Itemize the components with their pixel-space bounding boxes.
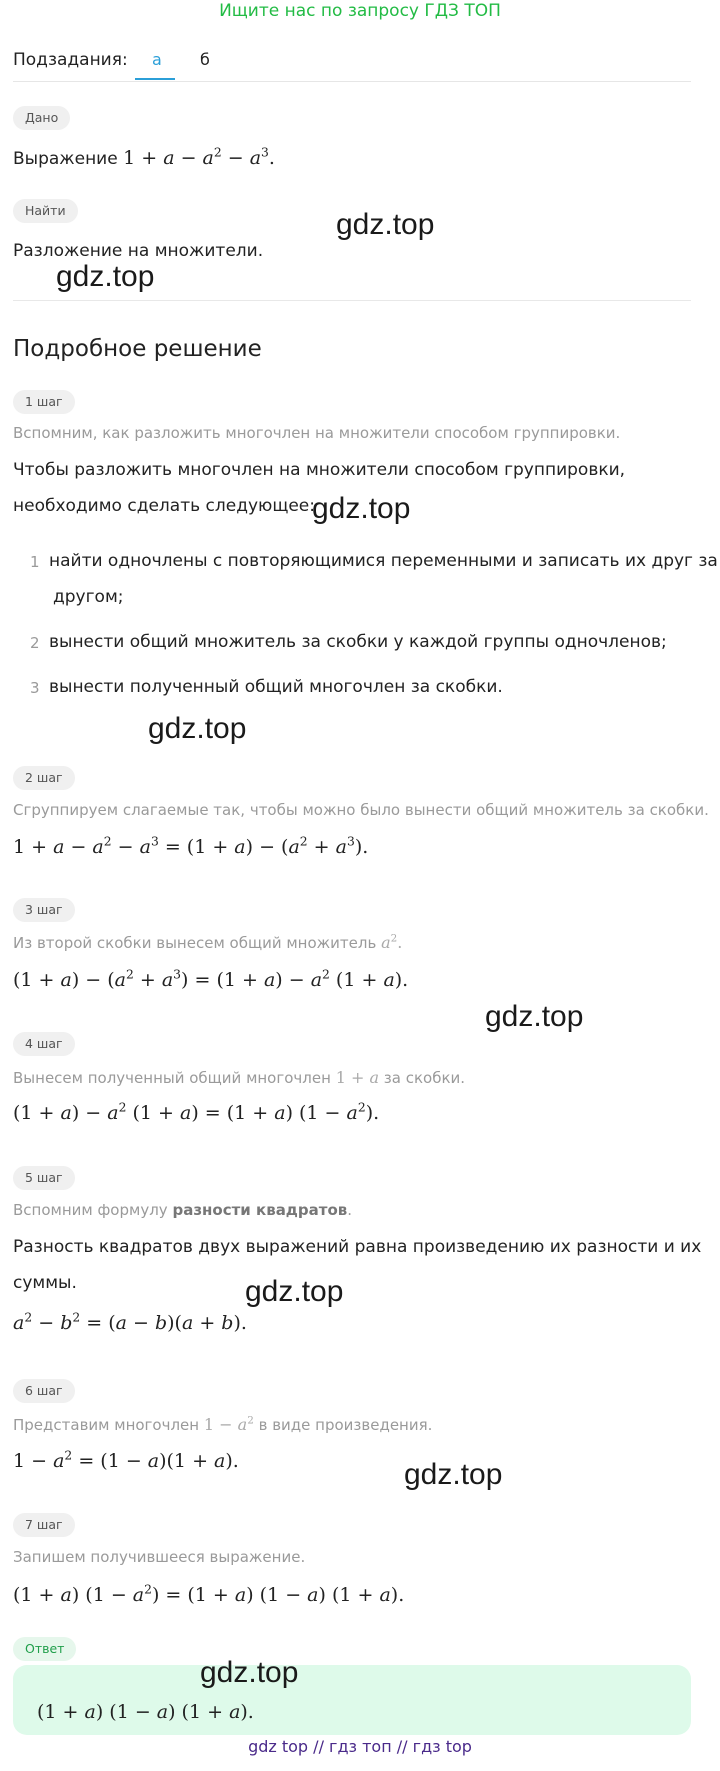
- footer-link[interactable]: gdz top: [248, 1737, 309, 1756]
- given-line: [13, 146, 275, 170]
- divider: [13, 300, 691, 301]
- step-6-formula: $1 - a^2 = (1 - a)(1 + a)$.: [13, 1448, 239, 1472]
- step-2-badge: 2 шаг: [13, 766, 75, 790]
- answer-badge: Ответ: [13, 1637, 76, 1661]
- step-4-badge: 4 шаг: [13, 1032, 75, 1056]
- step-3-formula: $(1 + a) - (a^2 + a^3) = (1 + a) - a^2$ (1 + a).: [13, 967, 409, 991]
- step-6-note: [13, 1413, 432, 1437]
- step-3-note: [13, 931, 402, 955]
- list-item-cont: другом;: [53, 587, 124, 607]
- footer-link[interactable]: гдз топ: [329, 1737, 392, 1756]
- step-4-note-a: Вынесем полученный общий многочлен: [13, 1069, 331, 1087]
- step-5-note-a: Вспомним формулу: [13, 1201, 168, 1219]
- step-7-formula: (1 + a) $(1 - a^2) = (1 + a)$ (1 − a) (1 + a).: [13, 1582, 405, 1606]
- watermark: gdz.top: [485, 1000, 584, 1033]
- step-4-note-b: за скобки.: [383, 1069, 466, 1087]
- watermark: gdz.top: [56, 260, 155, 293]
- step-1-badge: 1 шаг: [13, 390, 75, 414]
- list-item: найти одночлены с повторяющимися переменными и записать их друг за: [49, 551, 718, 571]
- footer-link[interactable]: гдз top: [412, 1737, 472, 1756]
- step-5-note-bold: разности квадратов: [172, 1201, 348, 1219]
- step-7-badge: 7 шаг: [13, 1513, 75, 1537]
- list-number: 1: [30, 553, 40, 571]
- tab-a[interactable]: а: [152, 50, 162, 69]
- promo-banner[interactable]: Ищите нас по запросу ГДЗ ТОП: [219, 1, 501, 21]
- watermark: gdz.top: [312, 492, 411, 525]
- step-6-badge: 6 шаг: [13, 1379, 75, 1403]
- list-item: вынести общий множитель за скобки у каждой группы одночленов;: [49, 632, 667, 652]
- tab-b[interactable]: б: [200, 50, 210, 69]
- step-2-note: Сгруппируем слагаемые так, чтобы можно было вынести общий множитель за скобки.: [13, 801, 709, 819]
- list-number: 2: [30, 634, 40, 652]
- step-3-badge: 3 шаг: [13, 898, 75, 922]
- solution-heading: Подробное решение: [13, 336, 262, 362]
- step-4-note: [13, 1066, 465, 1090]
- active-tab-indicator: [135, 78, 175, 80]
- watermark: gdz.top: [245, 1275, 344, 1308]
- given-prefix: Выражение: [13, 149, 118, 169]
- step-5-note: Вспомним формулу разности квадратов.: [13, 1201, 353, 1219]
- given-badge: Дано: [13, 106, 70, 130]
- step-5-formula: $a^2 - b^2 = (a - b)(a + b)$.: [13, 1310, 247, 1334]
- find-badge: Найти: [13, 199, 78, 223]
- watermark: gdz.top: [148, 712, 247, 745]
- list-item: вынести полученный общий многочлен за скобки.: [49, 677, 503, 697]
- step-7-note: Запишем получившееся выражение.: [13, 1548, 306, 1566]
- step-6-note-a: Представим многочлен: [13, 1416, 200, 1434]
- step-5-badge: 5 шаг: [13, 1166, 75, 1190]
- list-number: 3: [30, 679, 40, 697]
- step-3-note-math: $a^2$.: [381, 932, 403, 952]
- watermark: gdz.top: [336, 208, 435, 241]
- step-2-formula: $1 + a - a^2 - a^3 = (1 + a) - (a^2 + a^3)$.: [13, 834, 369, 858]
- step-4-note-math: 1 + a: [335, 1068, 380, 1087]
- step-1-line2: необходимо сделать следующее:: [13, 496, 315, 516]
- step-1-line1: Чтобы разложить многочлен на множители способом группировки,: [13, 460, 626, 480]
- step-3-note-text: Из второй скобки вынесем общий множитель: [13, 934, 377, 952]
- step-6-note-b: в виде произведения.: [258, 1416, 433, 1434]
- answer-formula: (1 + a) (1 − a) (1 + a).: [37, 1701, 254, 1723]
- step-4-formula: $(1 + a) - a^2$ (1 + a) = (1 + a) $(1 - a^2)$.: [13, 1100, 380, 1124]
- find-text: Разложение на множители.: [13, 241, 264, 261]
- subtasks-label: Подзадания:: [13, 50, 128, 70]
- footer-links: gdz top // гдз топ // гдз top: [248, 1737, 472, 1756]
- given-expression: $1 + a - a^2 - a^3$.: [123, 145, 275, 169]
- watermark: gdz.top: [200, 1656, 299, 1689]
- step-1-note: Вспомним, как разложить многочлен на множители способом группировки.: [13, 424, 621, 442]
- step-5-line2: суммы.: [13, 1273, 77, 1293]
- watermark: gdz.top: [404, 1458, 503, 1491]
- subtasks-tabs: [13, 46, 691, 82]
- step-6-note-math: $1 - a^2$: [203, 1414, 254, 1434]
- step-5-line1: Разность квадратов двух выражений равна произведению их разности и их: [13, 1237, 702, 1257]
